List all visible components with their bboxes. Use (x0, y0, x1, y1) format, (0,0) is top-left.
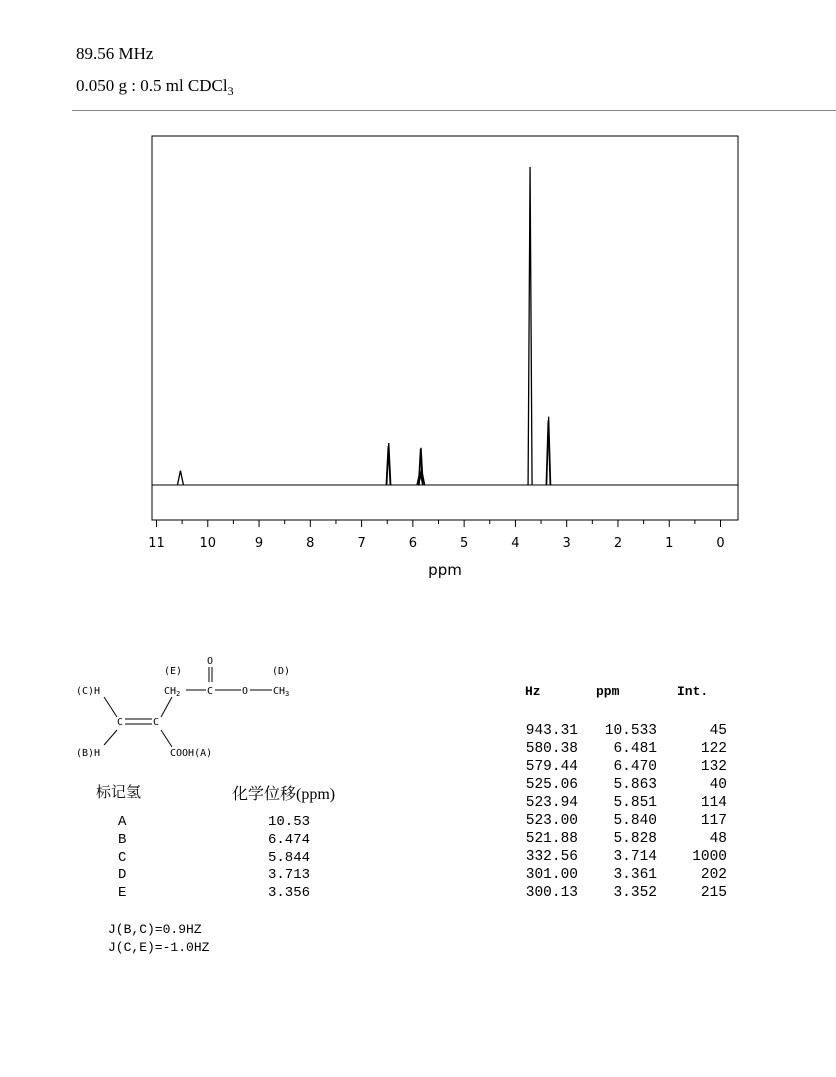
atom-ch2 (164, 686, 180, 698)
peak-ppm: 3.352 (613, 885, 657, 901)
atom-ch3-sub: 3 (285, 690, 290, 698)
peak-hz: 523.00 (525, 813, 578, 829)
atom-c2: C (153, 717, 160, 728)
atom-ch2-sub: 2 (176, 690, 181, 698)
peak-hz: 579.44 (525, 759, 578, 775)
spectrometer-frequency: 89.56 MHz (76, 44, 154, 63)
peak-hz: 580.38 (525, 741, 578, 757)
peak-table-header-int: Int. (677, 684, 709, 699)
peak-hz: 300.13 (525, 885, 578, 901)
peak-hz: 521.88 (525, 831, 578, 847)
assignment-col2-header: 化学位移(ppm) (232, 786, 336, 803)
peak-int: 48 (709, 831, 727, 847)
assignment-labels (118, 814, 126, 903)
assignment-shift: 10.53 (267, 814, 310, 830)
assignment-label: A (118, 814, 127, 830)
peak-hz: 301.00 (525, 867, 578, 883)
peak-ppm: 5.851 (613, 795, 657, 811)
peak-int: 132 (700, 759, 727, 775)
x-tick-label: 10 (199, 536, 217, 551)
x-tick-label: 3 (562, 536, 571, 551)
sample-concentration-text: 0.050 g : 0.5 ml CDCl (76, 76, 228, 95)
peak-ppm: 10.533 (604, 723, 657, 739)
plot-frame (152, 136, 738, 520)
peak-hz: 523.94 (525, 795, 578, 811)
atom-ester-o: O (242, 686, 249, 697)
atom-cooh: COOH(A) (170, 748, 213, 759)
spectrum-peak (528, 167, 532, 485)
label-c-h: (C)H (76, 686, 101, 697)
peak-ppm: 5.840 (613, 813, 657, 829)
atom-carbonyl-o: O (207, 656, 214, 667)
bonds (104, 667, 272, 747)
peak-int: 202 (700, 867, 727, 883)
peak-int: 122 (700, 741, 727, 757)
assignment-shifts (230, 814, 310, 903)
peak-table-hz-column (500, 722, 578, 902)
coupling-constant: J(C,E)=-1.0HZ (108, 940, 210, 955)
peak-table-int-column (660, 722, 727, 902)
x-tick-label: 4 (511, 536, 520, 551)
peak-table-header-hz: Hz (525, 684, 541, 699)
atom-ch2-main: CH (164, 686, 177, 697)
spectrum-peak (177, 471, 183, 485)
assignment-shift: 3.713 (267, 867, 310, 884)
x-tick-label: 11 (148, 536, 165, 551)
atom-c1: C (117, 717, 124, 728)
assignment-label: C (118, 849, 127, 866)
peak-layer (177, 167, 550, 485)
coupling-constant: J(B,C)=0.9HZ (108, 922, 202, 937)
x-tick-label: 9 (254, 536, 264, 551)
peak-int: 1000 (692, 849, 727, 865)
x-tick-label: 6 (408, 536, 418, 551)
atom-ch3 (273, 686, 289, 698)
assignment-col1-header: 标记氢 (96, 783, 142, 801)
x-tick-label: 0 (716, 536, 725, 551)
x-tick-label: 5 (459, 536, 469, 551)
x-tick-label: 2 (613, 536, 623, 551)
peak-ppm: 3.361 (613, 867, 657, 883)
peak-int: 114 (700, 795, 727, 811)
assignment-shift: 3.356 (267, 885, 310, 902)
peak-table-header-ppm: ppm (596, 684, 620, 699)
peak-ppm: 5.863 (613, 777, 657, 793)
label-d: (D) (272, 666, 291, 677)
peak-int: 45 (709, 723, 727, 739)
atom-ch3-main: CH (273, 686, 286, 697)
sample-subscript: 3 (227, 84, 234, 98)
assignment-shift: 6.474 (267, 831, 310, 848)
peak-int: 215 (700, 885, 727, 901)
x-tick-label: 1 (665, 536, 674, 551)
label-e: (E) (164, 666, 183, 677)
peak-ppm: 6.470 (613, 759, 657, 775)
structure-diagram (0, 640, 330, 770)
assignment-label: E (118, 885, 127, 902)
peak-hz: 525.06 (525, 777, 578, 793)
peak-int: 117 (700, 813, 727, 829)
assignment-label: D (118, 867, 127, 884)
label-b-h: (B)H (76, 748, 101, 759)
peak-ppm: 6.481 (613, 741, 657, 757)
peak-ppm: 3.714 (613, 849, 657, 865)
x-axis-ticks (148, 520, 724, 551)
peak-table-ppm-column (580, 722, 657, 902)
peak-int: 40 (709, 777, 727, 793)
peak-hz: 332.56 (525, 849, 578, 865)
x-tick-label: 8 (306, 536, 315, 551)
assignment-label: B (118, 831, 127, 848)
peak-ppm: 5.828 (613, 831, 657, 847)
peak-hz: 943.31 (525, 723, 578, 739)
atom-carbonyl-c: C (207, 686, 214, 697)
x-axis-label: ppm (428, 561, 462, 579)
assignment-shift: 5.844 (267, 849, 310, 866)
x-tick-label: 7 (357, 536, 366, 551)
